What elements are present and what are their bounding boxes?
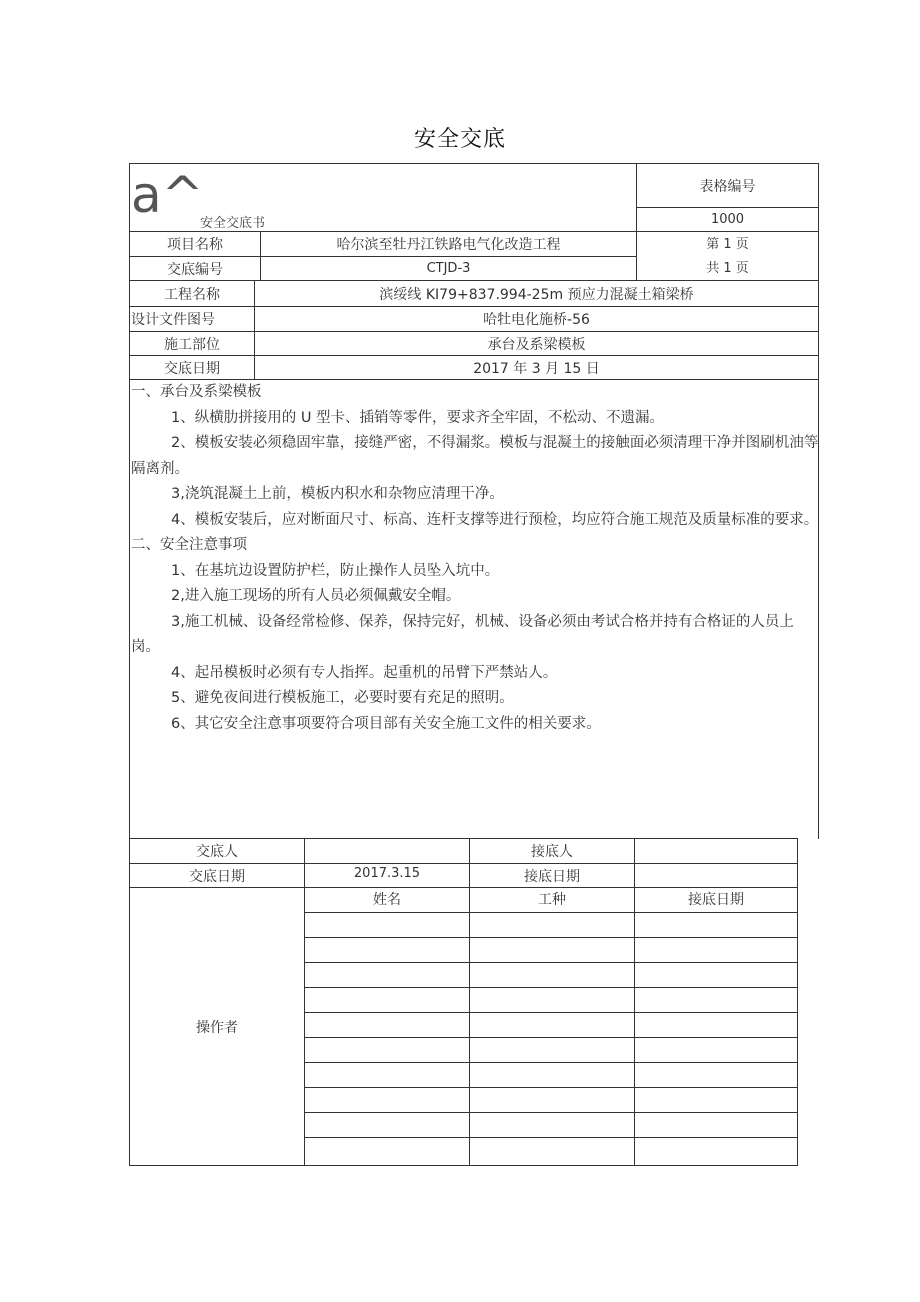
list-item: 3,浇筑混凝土上前，模板内积水和杂物应清理干净。 (171, 486, 504, 502)
page-current: 第 1 页 (706, 236, 749, 252)
giver-value[interactable] (305, 839, 469, 863)
list-item: 2、模板安装必须稳固牢靠，接缝严密，不得漏浆。模板与混凝土的接触面必须清理干净并图刷机油等隔离剂。 (131, 435, 819, 477)
page-total: 共 1 页 (706, 260, 749, 276)
receive-date-label: 接底日期 (524, 868, 580, 885)
project-name-value: 哈尔滨至牡丹江铁路电气化改造工程 (336, 237, 561, 253)
handover-date-value: 2017 年 3 月 15 日 (473, 360, 600, 377)
list-item: 3,施工机械、设备经常检修、保养，保持完好，机械、设备必须由考试合格并持有合格证的人员上岗。 (131, 613, 794, 655)
date-value: 2017.3.15 (353, 865, 421, 881)
section-title: 二、安全注意事项 (131, 537, 247, 553)
construction-part-value: 承台及系梁模板 (487, 336, 586, 353)
operator-label: 操作者 (196, 1019, 238, 1036)
list-item: 4、模板安装后，应对断面尺寸、标高、连杆支撑等进行预检，均应符合施工规范及质量标准的要求。 (171, 511, 819, 528)
receiver-label: 接底人 (531, 844, 573, 860)
list-item: 1、纵横肋拼接用的 U 型卡、插销等零件，要求齐全牢固，不松动、不遗漏。 (171, 409, 665, 426)
design-doc-value: 哈牡电化施桥-56 (483, 312, 590, 328)
content-body (131, 380, 819, 737)
giver-label: 交底人 (196, 844, 238, 860)
doc-type-label: 安全交底书 (200, 216, 266, 231)
section-title: 一、承台及系梁模板 (131, 384, 262, 400)
work-name-value: 滨绥线 KI79+837.994-25m 预应力混凝土箱梁桥 (379, 286, 694, 303)
list-item: 5、避免夜间进行模板施工，必要时要有充足的照明。 (171, 690, 514, 706)
handover-no-label: 交底编号 (167, 261, 223, 278)
form-no-value: 1000 (710, 212, 745, 227)
col-name-header: 姓名 (373, 892, 401, 908)
list-item: 6、其它安全注意事项要符合项目部有关安全施工文件的相关要求。 (171, 715, 601, 732)
logo-mark: a^ (131, 166, 204, 224)
work-name-label: 工程名称 (164, 286, 220, 303)
project-name-label: 项目名称 (167, 237, 223, 253)
col-date-header: 接底日期 (688, 892, 744, 908)
design-doc-label: 设计文件图号 (131, 312, 215, 328)
form-no-label: 表格编号 (699, 178, 756, 195)
date-label: 交底日期 (189, 868, 245, 885)
list-item: 4、起吊模板时必须有专人指挥。起重机的吊臂下严禁站人。 (171, 664, 558, 681)
list-item: 1、在基坑边设置防护栏，防止操作人员坠入坑中。 (171, 562, 500, 579)
handover-date-label: 交底日期 (164, 360, 220, 377)
col-trade-header: 工种 (538, 892, 566, 908)
handover-no-value: CTJD-3 (426, 261, 471, 276)
receiver-value[interactable] (635, 839, 797, 863)
list-item: 2,进入施工现场的所有人员必须佩戴安全帽。 (171, 588, 461, 604)
page-title: 安全交底 (413, 127, 506, 152)
construction-part-label: 施工部位 (164, 336, 220, 353)
receive-date-value[interactable] (635, 864, 797, 887)
